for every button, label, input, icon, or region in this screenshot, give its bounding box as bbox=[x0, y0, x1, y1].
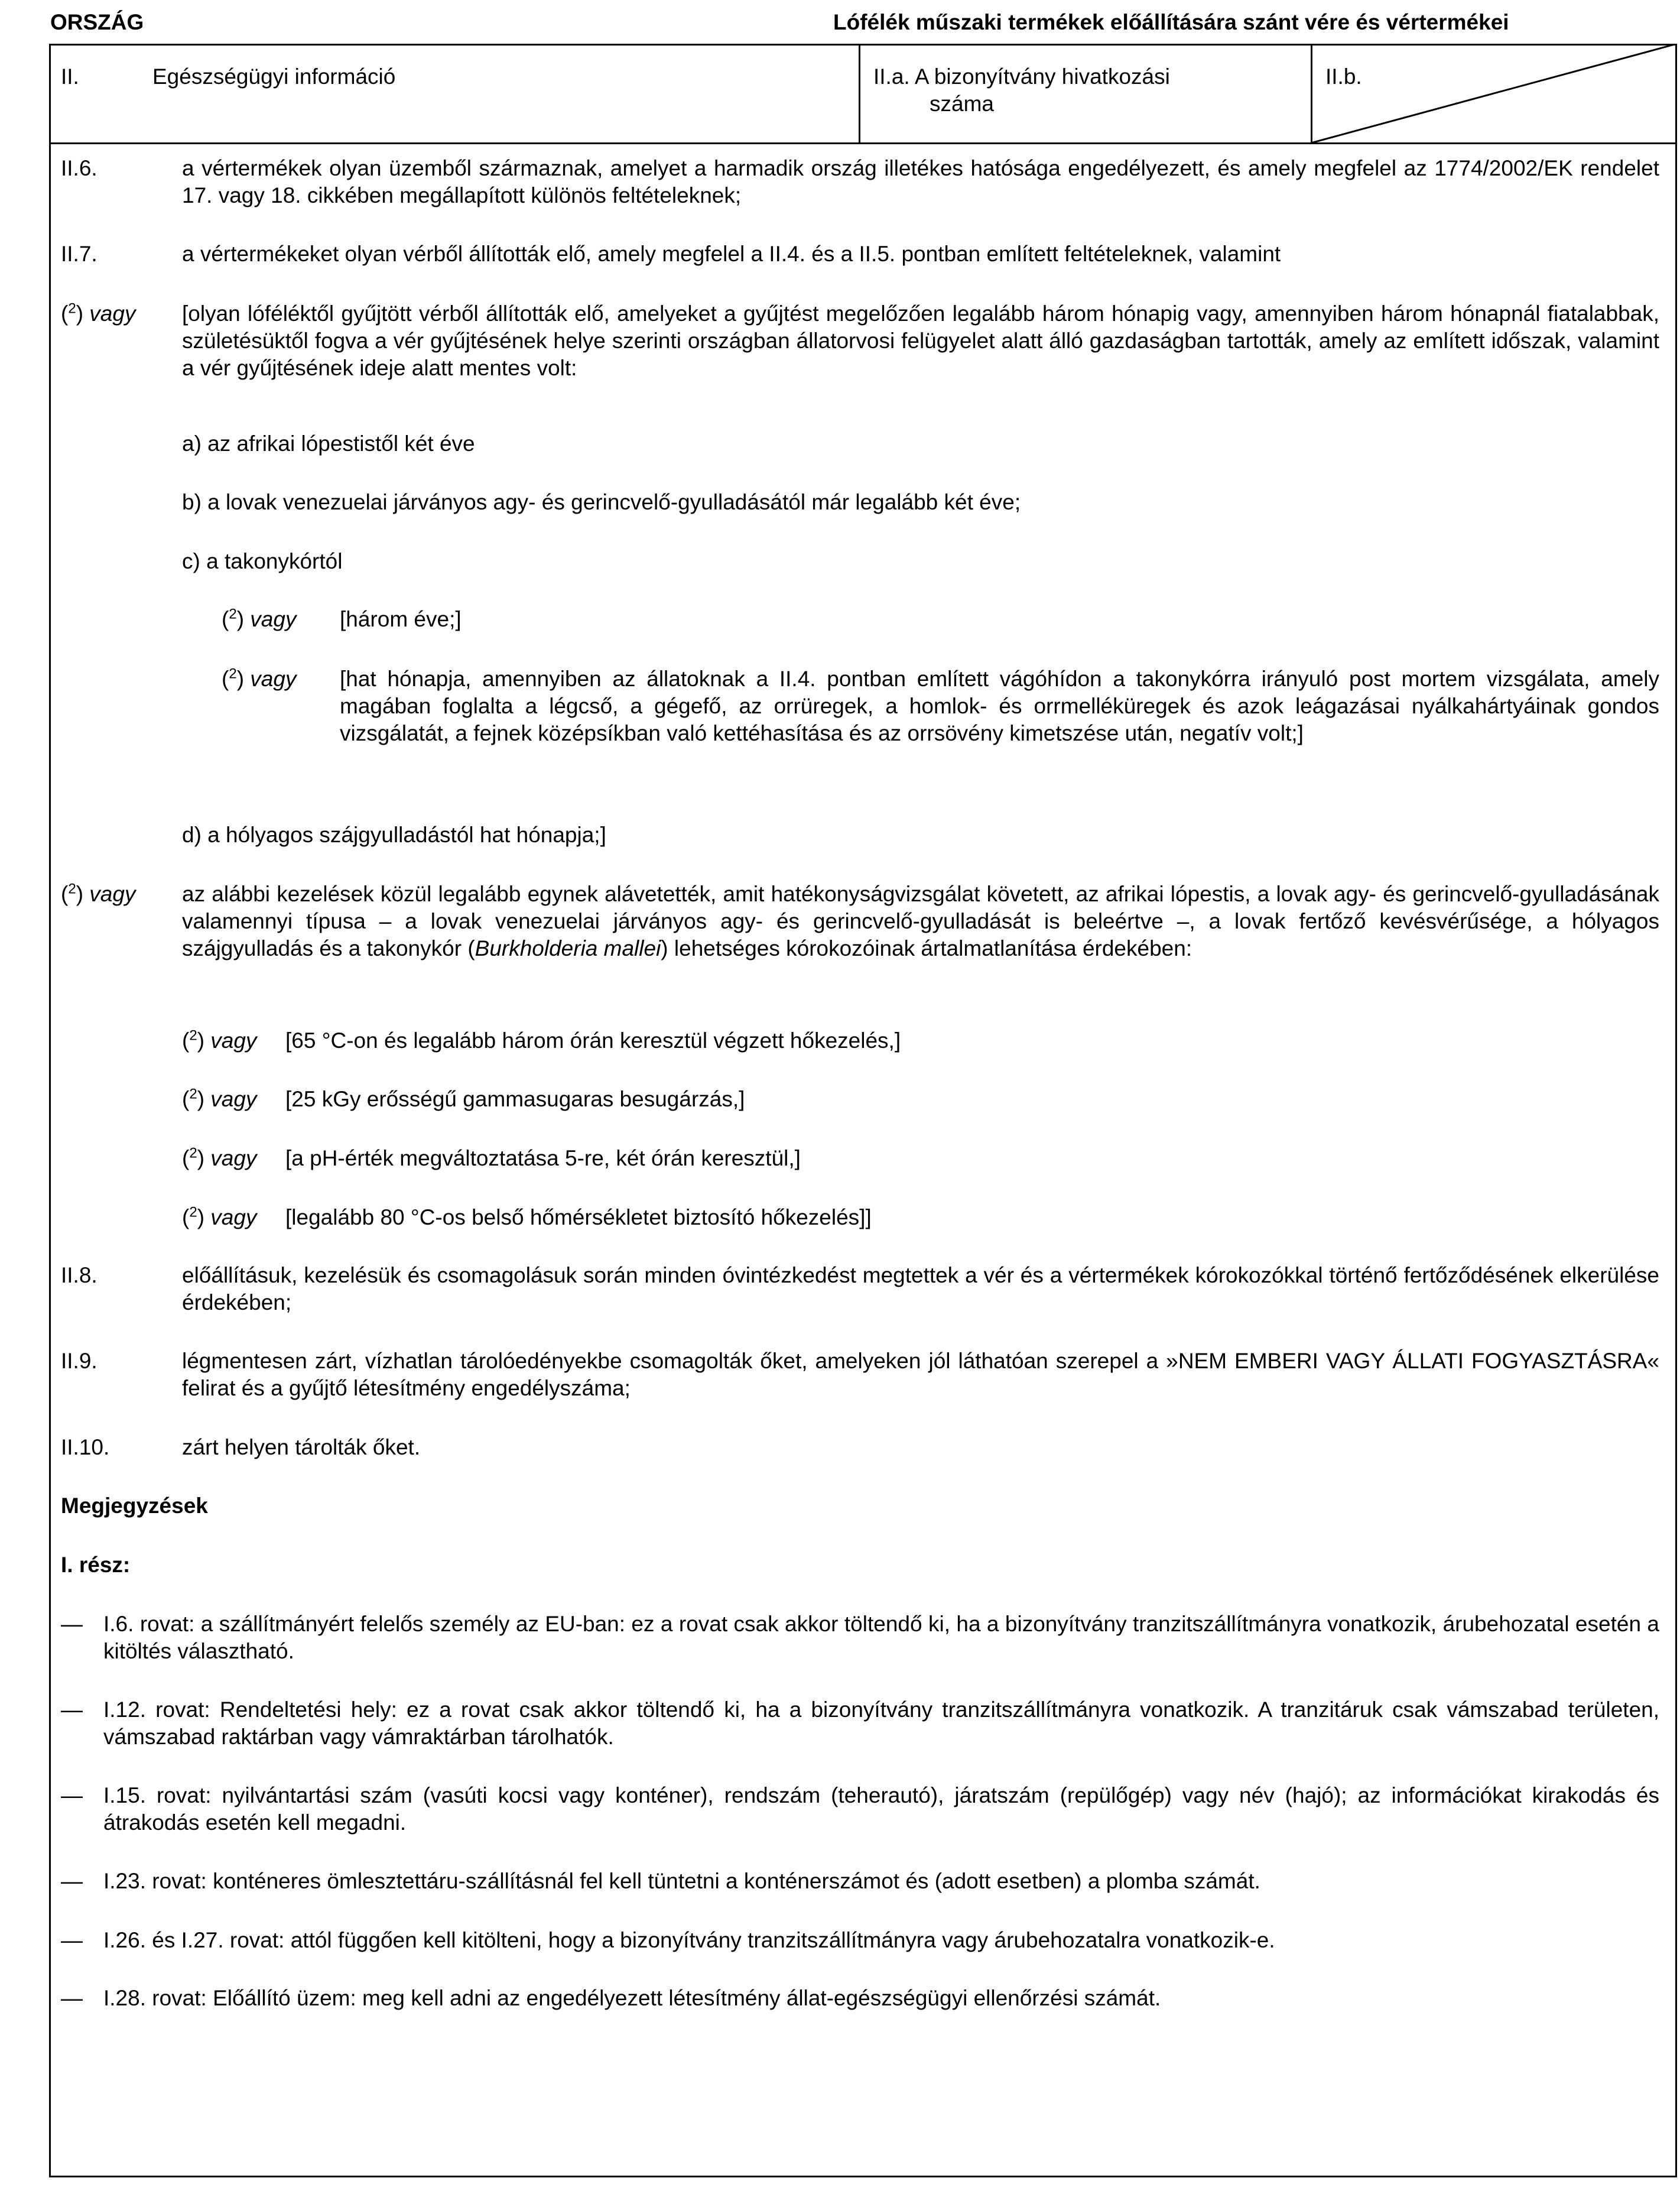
option1-text: [olyan lóféléktől gyűjtött vérből állították elő, amelyeket a gyűjtést megelőzően legalább három hónapig vagy, amennyiben három hónapnál fiatalabbak, születésüktől fogva a vér gyűjtésének helye szerinti országban állatorvosi felügyelet alatt álló gazdaságban tartották, amely az említett időszak, valamint a vér gyűjtésének ideje alatt mentes volt: bbox=[182, 301, 1659, 380]
item-ii7-text: a vértermékeket olyan vérből állították elő, amely megfelel a II.4. és a II.5. pontban említett feltételeknek, valamint bbox=[182, 242, 1281, 266]
item-ii6-number: II.6. bbox=[61, 156, 98, 180]
note-2-text: I.12. rovat: Rendeltetési hely: ez a rovat csak akkor töltendő ki, ha a bizonyítvány tranzitszállítmányra vonatkozik. A tranzitáruk csak vámszabad területen, vámszabad raktárban vagy vámraktárban tárolhatók. bbox=[103, 1697, 1659, 1749]
country-label: ORSZÁG bbox=[50, 10, 144, 34]
condition-d: d) a hólyagos szájgyulladástól hat hónapja;] bbox=[182, 823, 606, 847]
note-2-dash: — bbox=[61, 1697, 83, 1722]
document-title: Lófélék műszaki termékek előállítására szánt vére és vértermékei bbox=[833, 10, 1509, 34]
condition-c1-marker: ($^2$) vagy bbox=[222, 606, 297, 631]
treatment-1-marker: ($^2$) vagy bbox=[182, 1027, 257, 1053]
treatment-4-marker: ($^2$) vagy bbox=[182, 1204, 257, 1229]
notes-heading: Megjegyzések bbox=[61, 1494, 208, 1518]
note-5-dash: — bbox=[61, 1928, 83, 1952]
condition-c2-marker: ($^2$) vagy bbox=[222, 666, 297, 691]
item-ii9-number: II.9. bbox=[61, 1349, 98, 1373]
treatment-2-marker: ($^2$) vagy bbox=[182, 1086, 257, 1111]
treatment-3-text: [a pH-érték megváltoztatása 5-re, két órán keresztül,] bbox=[285, 1146, 801, 1170]
item-ii7-number: II.7. bbox=[61, 242, 98, 266]
condition-b: b) a lovak venezuelai járványos agy- és gerincvelő-gyulladásától már legalább két éve; bbox=[182, 490, 1021, 514]
note-1-text: I.6. rovat: a szállítmányért felelős személy az EU-ban: ez a rovat csak akkor töltendő ki, ha a bizonyítvány tranzitszállítmányra vonatkozik, árubehozatal esetén a kitöltés választható. bbox=[103, 1612, 1659, 1663]
note-6-text: I.28. rovat: Előállító üzem: meg kell adni az engedélyezett létesítmény állat-egészségügyi ellenőrzési számát. bbox=[103, 1986, 1161, 2010]
item-ii8-text: előállításuk, kezelésük és csomagolásuk során minden óvintézkedést megtettek a vér és a vértermékek kórokozókkal történő fertőződésének elkerülése érdekében; bbox=[182, 1263, 1659, 1314]
option2-marker: ($^2$) vagy bbox=[61, 881, 136, 906]
notes-part-label: I. rész: bbox=[61, 1553, 131, 1577]
condition-c2-text: [hat hónapja, amennyiben az állatoknak a II.4. pontban említett vágóhídon a takonykórra irányuló post mortem vizsgálata, amely magában foglalta a légcső, a gégefő, az orrüregek, a homlok- és orrmelléküregek és azok leágazásai nyálkahártyáinak gondos vizsgálatát, a fejnek középsíkban való kettéhasítása és az orrsövény kimetszése után, negatív volt;] bbox=[340, 667, 1659, 745]
item-ii10-text: zárt helyen tárolták őket. bbox=[182, 1435, 421, 1459]
note-3-text: I.15. rovat: nyilvántartási szám (vasúti kocsi vagy konténer), rendszám (teherautó), járatszám (repülőgép) vagy név (hajó); az információkat kirakodás és átrakodás esetén kell megadni. bbox=[103, 1783, 1659, 1835]
section-title: Egészségügyi információ bbox=[152, 64, 396, 89]
iib-label: II.b. bbox=[1325, 64, 1362, 89]
treatment-1-text: [65 °C-on és legalább három órán keresztül végzett hőkezelés,] bbox=[285, 1028, 901, 1053]
section-number: II. bbox=[61, 64, 79, 89]
condition-c1-text: [három éve;] bbox=[340, 607, 462, 631]
option2-text: az alábbi kezelések közül legalább egynek alávetették, amit hatékonyságvizsgálat követett, az afrikai lópestis, a lovak agy- és gerincvelő-gyulladásának valamennyi típusa – a lovak venezuelai járványos agy- és gerincvelő-gyulladását is beleértve –, a lovak fertőző kevésvérűsége, a hólyagos szájgyulladás és a takonykór (Burkholderia mallei) lehetséges kórokozóinak ártalmatlanítása érdekében: bbox=[182, 882, 1659, 960]
note-3-dash: — bbox=[61, 1783, 83, 1807]
note-5-text: I.26. és I.27. rovat: attól függően kell kitölteni, hogy a bizonyítvány tranzitszállítmányra vagy árubehozatalra vonatkozik-e. bbox=[103, 1928, 1275, 1952]
item-ii6-text: a vértermékek olyan üzemből származnak, amelyet a harmadik ország illetékes hatósága engedélyezett, és amely megfelel az 1774/2002/EK rendelet 17. vagy 18. cikkében megállapított különös feltételeknek; bbox=[182, 156, 1659, 207]
note-4-dash: — bbox=[61, 1869, 83, 1893]
condition-c: c) a takonykórtól bbox=[182, 549, 343, 573]
option1-marker: ($^2$) vagy bbox=[61, 300, 136, 326]
treatment-2-text: [25 kGy erősségű gammasugaras besugárzás,] bbox=[285, 1087, 745, 1111]
treatment-4-text: [legalább 80 °C-os belső hőmérsékletet biztosító hőkezelés]] bbox=[285, 1205, 872, 1229]
iib-diagonal-line bbox=[1311, 44, 1677, 144]
top-row-divider-1 bbox=[859, 44, 860, 144]
condition-a: a) az afrikai lópestistől két éve bbox=[182, 431, 475, 456]
note-6-dash: — bbox=[61, 1986, 83, 2010]
note-4-text: I.23. rovat: konténeres ömlesztettáru-szállításnál fel kell tüntetni a konténerszámot és (adott esetben) a plomba számát. bbox=[103, 1869, 1260, 1893]
note-1-dash: — bbox=[61, 1612, 83, 1636]
item-ii9-text: légmentesen zárt, vízhatlan tárolóedényekbe csomagolták őket, amelyeken jól láthatóan szerepel a »NEM EMBERI VAGY ÁLLATI FOGYASZTÁSRA« felirat és a gyűjtő létesítmény engedélyszáma; bbox=[182, 1349, 1659, 1400]
ref-number-label-line2: száma bbox=[930, 92, 994, 116]
item-ii10-number: II.10. bbox=[61, 1435, 110, 1459]
item-ii8-number: II.8. bbox=[61, 1263, 98, 1287]
treatment-3-marker: ($^2$) vagy bbox=[182, 1145, 257, 1170]
ref-number-label-line1: II.a. A bizonyítvány hivatkozási bbox=[873, 64, 1170, 89]
